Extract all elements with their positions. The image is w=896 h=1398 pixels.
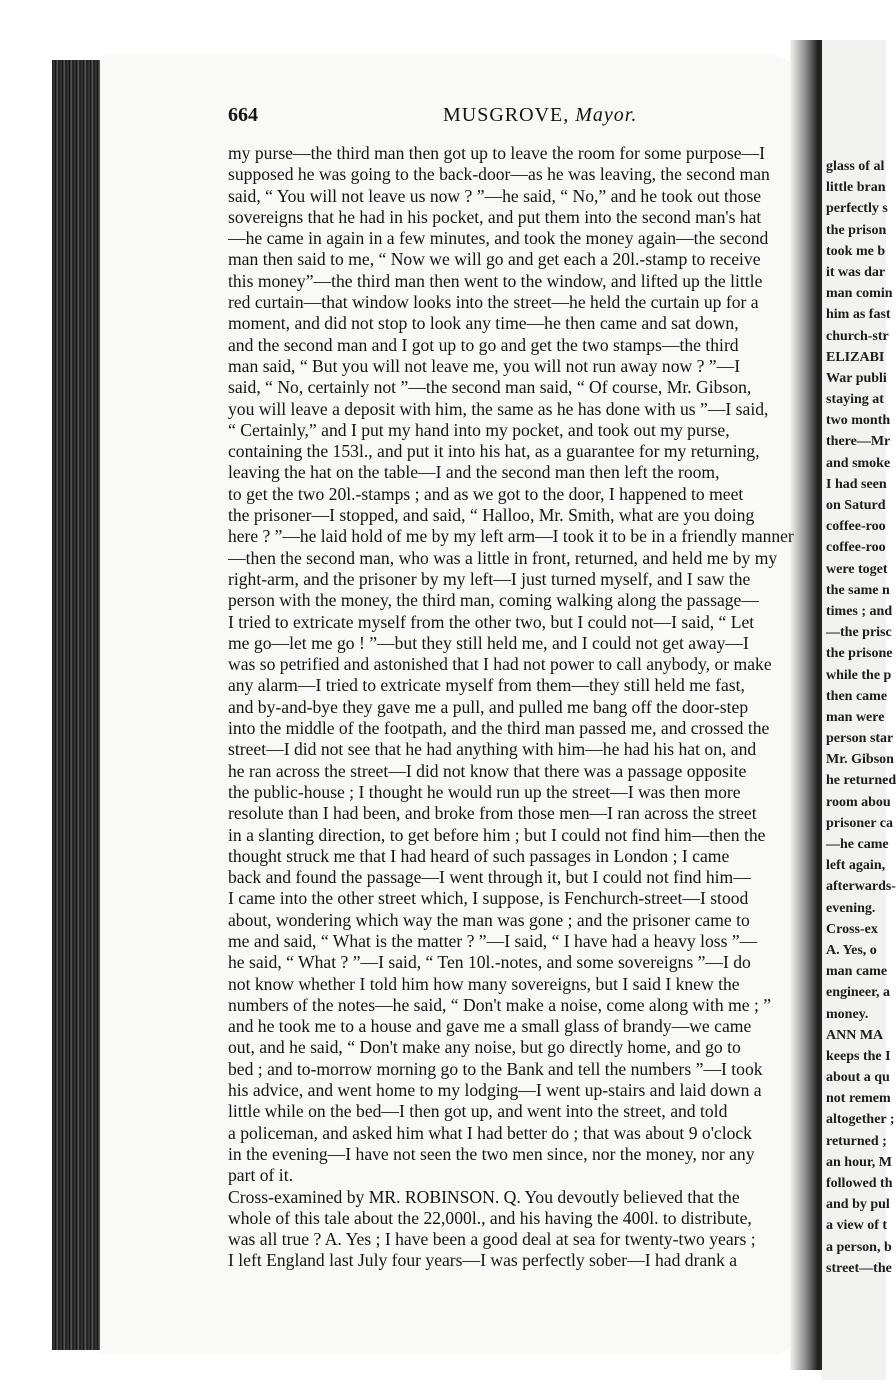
text-line: right-arm, and the prisoner by my left—I just turned myself, and I saw the	[228, 568, 751, 589]
running-head-title: Mayor.	[575, 104, 638, 126]
right-page-line: and by pul	[826, 1197, 890, 1213]
right-page-line: staying at	[826, 392, 884, 408]
text-line: bed ; and to-morrow morning go to the Bank and tell the numbers ”—I took	[228, 1058, 763, 1079]
right-page-line: ANN MA	[826, 1027, 884, 1043]
text-line: resolute than I had been, and broke from those men—I ran across the street	[228, 803, 757, 824]
right-page-line: War publi	[826, 370, 887, 386]
text-line: not know whether I told him how many sovereigns, but I said I knew the	[228, 973, 740, 994]
text-line: sovereigns that he had in his pocket, and put them into the second man's hat	[228, 206, 762, 227]
right-page-line: coffee-roo	[826, 519, 886, 535]
text-line: said, “ You will not leave us now ? ”—he said, “ No,” and he took out those	[228, 185, 762, 206]
right-page-line: person star	[826, 731, 894, 747]
page-number: 664	[228, 104, 258, 126]
right-page-line: then came	[826, 688, 888, 704]
right-page-line: church-str	[826, 328, 889, 344]
right-page-line: the prisone	[826, 646, 893, 662]
text-line: and the second man and I got up to go and get the two stamps—the third	[228, 334, 739, 355]
text-line: any alarm—I tried to extricate myself from them—they still held me fast,	[228, 675, 745, 696]
right-page-line: it was dar	[826, 264, 886, 280]
right-page-line: he returned	[826, 773, 896, 789]
right-page-line: afterwards-	[826, 879, 896, 895]
text-line: was all true ? A. Yes ; I have been a good deal at sea for twenty-two years ;	[228, 1229, 756, 1250]
right-page-line: keeps the I	[826, 1048, 891, 1064]
right-page-line: a view of t	[826, 1218, 888, 1234]
right-page-line: I had seen	[826, 476, 887, 492]
text-line: about, wondering which way the man was gone ; and the prisoner came to	[228, 909, 750, 930]
text-line: person with the money, the third man, coming walking along the passage—	[228, 590, 759, 611]
right-page-line: man came	[826, 964, 888, 980]
right-page-line: an hour, M	[826, 1154, 893, 1170]
text-line: me go—let me go ! ”—but they still held me, and I could not get away—I	[228, 632, 749, 653]
right-page-line: took me b	[826, 243, 886, 259]
right-page-line: evening.	[826, 900, 876, 916]
right-page-line: about a qu	[826, 1070, 890, 1086]
text-line: in the evening—I have not seen the two men since, nor the money, nor any	[228, 1143, 755, 1164]
right-page-line: were toget	[826, 561, 888, 577]
text-line: Cross-examined by MR. ROBINSON. Q. You devoutly believed that the	[228, 1186, 740, 1207]
right-page-line: not remem	[826, 1091, 891, 1107]
text-line: —then the second man, who was a little in front, returned, and held me by my	[228, 547, 778, 568]
right-page-line: times ; and	[826, 603, 893, 619]
text-line: he ran across the street—I did not know that there was a passage opposite	[228, 760, 747, 781]
right-page-line: street—the	[826, 1260, 892, 1276]
right-page-line: little bran	[826, 180, 886, 196]
text-line: the public-house ; I thought he would run up the street—I was then more	[228, 781, 741, 802]
right-page-line: prisoner ca	[826, 815, 894, 831]
right-page-line: money.	[826, 1006, 869, 1022]
right-page-line: man were	[826, 709, 885, 725]
text-line: I left England last July four years—I was perfectly sober—I had drank a	[228, 1250, 738, 1271]
right-page-line: returned ;	[826, 1133, 887, 1149]
right-page-line: the same n	[826, 582, 890, 598]
text-line: numbers of the notes—he said, “ Don't make a noise, come along with me ; ”	[228, 994, 772, 1015]
text-line: containing the 153l., and put it into his hat, as a guarantee for my returning,	[228, 441, 760, 462]
right-page-line: A. Yes, o	[826, 942, 877, 958]
text-line: leaving the hat on the table—I and the second man then left the room,	[228, 462, 720, 483]
right-page-line: glass of al	[826, 159, 885, 174]
right-page-line: engineer, a	[826, 985, 891, 1001]
book-page-edges	[52, 60, 102, 1350]
right-page-text	[826, 156, 896, 1279]
text-line: this money”—the third man then went to the window, and lifted up the little	[228, 270, 763, 291]
right-page-line: altogether ;	[826, 1112, 895, 1128]
text-line: in a slanting direction, to get before him ; but I could not find him—then the	[228, 824, 766, 845]
right-page-line: there—Mr	[826, 434, 891, 450]
text-line: his advice, and went home to my lodging—I went up-stairs and laid down a	[228, 1080, 762, 1101]
right-page-line: a person, b	[826, 1239, 892, 1255]
right-page-line: man comin	[826, 286, 893, 302]
text-line: and by-and-bye they gave me a pull, and pulled me bang off the door-step	[228, 696, 749, 717]
right-page-line: coffee-roo	[826, 540, 886, 556]
right-page-line: Mr. Gibson	[826, 752, 894, 768]
text-line: man then said to me, “ Now we will go and get each a 20l.-stamp to receive	[228, 249, 761, 270]
right-page-line: —the prisc	[826, 625, 892, 641]
right-page-line: on Saturd	[826, 498, 886, 513]
right-page-line: room abou	[826, 794, 891, 810]
text-line: he said, “ What ? ”—I said, “ Ten 10l.-notes, and some sovereigns ”—I do	[228, 952, 751, 973]
text-line: into the middle of the footpath, and the third man passed me, and crossed the	[228, 718, 770, 739]
right-page-line: perfectly s	[826, 201, 888, 217]
text-line: to get the two 20l.-stamps ; and as we got to the door, I happened to meet	[228, 483, 744, 504]
text-line: part of it.	[228, 1165, 293, 1186]
text-line: little while on the bed—I then got up, and went into the street, and told	[228, 1101, 728, 1122]
text-line: red curtain—that window looks into the street—he held the curtain up for a	[228, 292, 759, 313]
text-line: man said, “ But you will not leave me, you will not run away now ? ”—I	[228, 355, 741, 376]
text-line: supposed he was going to the back-door—as he was leaving, the second man	[228, 164, 770, 185]
text-line: I came into the other street which, I suppose, is Fenchurch-street—I stood	[228, 888, 749, 909]
running-head	[443, 104, 637, 127]
right-page-line: the prison	[826, 222, 887, 238]
right-page-line: Cross-ex	[826, 921, 878, 937]
right-page-line: —he came	[826, 837, 889, 852]
text-line: here ? ”—he laid hold of me by my left arm—I took it to be in a friendly manner	[228, 526, 794, 547]
text-line: said, “ No, certainly not ”—the second man said, “ Of course, Mr. Gibson,	[228, 377, 752, 398]
right-page-line: left again,	[826, 858, 886, 874]
page-header	[228, 104, 794, 134]
text-line: street—I did not see that he had anything with him—he had his hat on, and	[228, 739, 757, 760]
right-page-line: him as fast	[826, 307, 891, 323]
text-line: back and found the passage—I went through it, but I could not find him—	[228, 867, 751, 888]
text-line: —he came in again in a few minutes, and took the money again—the second	[228, 228, 769, 249]
right-page	[822, 40, 896, 1380]
left-margin	[0, 0, 52, 1398]
text-line: moment, and did not stop to look any time—he then came and sat down,	[228, 313, 739, 334]
text-line: was so petrified and astonished that I had not power to call anybody, or make	[228, 654, 772, 675]
right-page-line: and smoke	[826, 455, 891, 471]
text-line: “ Certainly,” and I put my hand into my pocket, and took out my purse,	[228, 419, 730, 440]
right-page-line: ELIZABI	[826, 349, 885, 365]
right-page-line: while the p	[826, 667, 892, 683]
right-page-line: followed th	[826, 1176, 893, 1191]
text-line: whole of this tale about the 22,000l., and his having the 400l. to distribute,	[228, 1207, 752, 1228]
text-line: I tried to extricate myself from the other two, but I could not—I said, “ Let	[228, 611, 755, 632]
text-line: my purse—the third man then got up to leave the room for some purpose—I	[228, 143, 765, 163]
running-head-name: MUSGROVE,	[443, 104, 570, 126]
text-line: and he took me to a house and gave me a small glass of brandy—we came	[228, 1016, 752, 1037]
text-line: out, and he said, “ Don't make any noise, but go directly home, and go to	[228, 1037, 741, 1058]
body-text	[228, 143, 794, 1272]
right-page-line: two month	[826, 413, 891, 429]
text-line: you will leave a deposit with him, the same as he has done with us ”—I said,	[228, 398, 769, 419]
text-line: the prisoner—I stopped, and said, “ Halloo, Mr. Smith, what are you doing	[228, 505, 755, 526]
text-line: thought struck me that I had heard of such passages in London ; I came	[228, 845, 730, 866]
text-line: me and said, “ What is the matter ? ”—I said, “ I have had a heavy loss ”—	[228, 930, 758, 951]
text-line: a policeman, and asked him what I had better do ; that was about 9 o'clock	[228, 1122, 752, 1143]
